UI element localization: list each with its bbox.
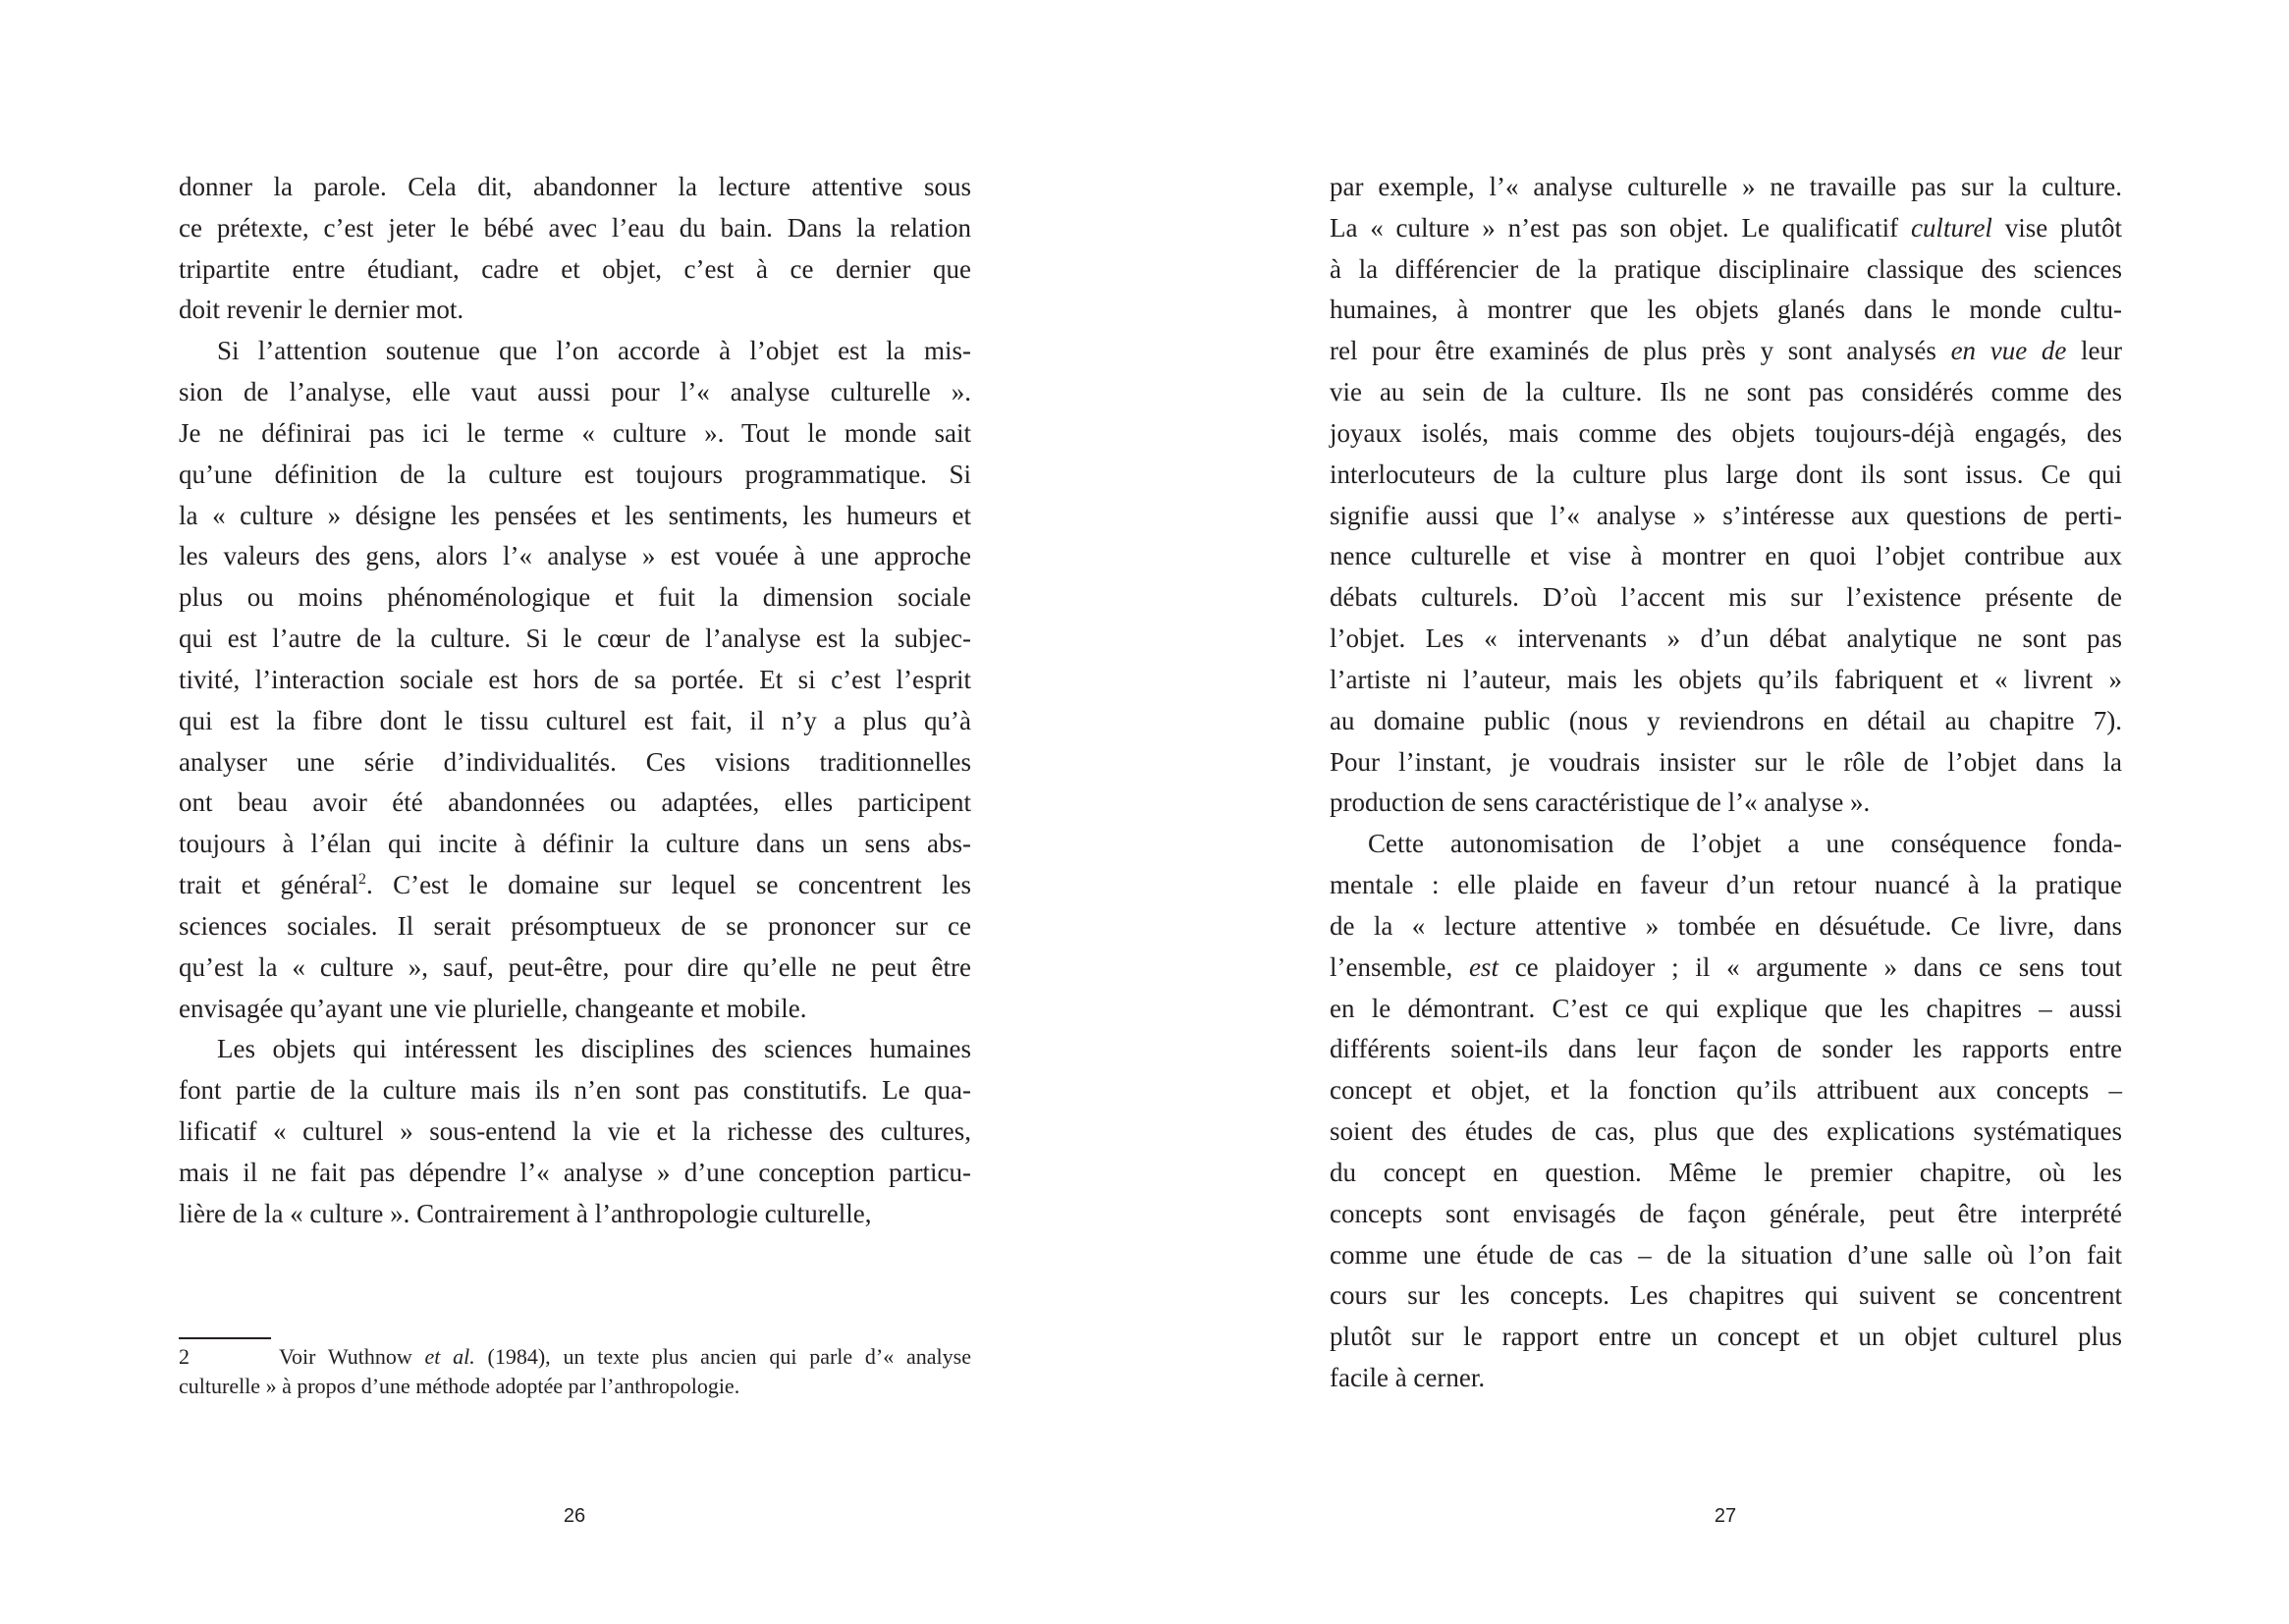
right-page-body-text: [1330, 167, 2122, 1399]
text-run: plutôt sur le rapport entre un concept et un objet culturel plus: [1330, 1322, 2122, 1352]
text-run: facile à cerner.: [1330, 1363, 1486, 1393]
text-line: [179, 413, 971, 455]
footnote-2-line-1: [179, 1342, 971, 1372]
text-run: de la « lecture attentive » tombée en désuétude. Ce livre, dans: [1330, 910, 2122, 941]
text-line: [179, 1029, 971, 1070]
text-line: [1330, 536, 2122, 577]
text-run: font partie de la culture mais ils n’en sont pas constitutifs. Le qua-: [179, 1075, 971, 1106]
text-line: [179, 865, 971, 906]
text-line: [179, 1194, 971, 1235]
text-run: en le démontrant. C’est ce qui explique que les chapitres – aussi: [1330, 993, 2122, 1023]
text-line: [1330, 1194, 2122, 1235]
text-line: [179, 742, 971, 784]
text-run: Les objets qui intéressent les disciplines des sciences humaines: [217, 1034, 971, 1064]
text-run: plus ou moins phénoménologique et fuit la dimension sociale: [179, 582, 971, 613]
text-run: lificatif « culturel » sous-entend la vie et la richesse des cultures,: [179, 1116, 971, 1147]
text-line: [179, 331, 971, 372]
text-run: tripartite entre étudiant, cadre et objet, c’est à ce dernier que: [179, 253, 971, 284]
text-line: [1330, 167, 2122, 208]
text-run: sciences sociales. Il serait présomptueux de se prononcer sur ce: [179, 910, 971, 941]
text-line: [179, 619, 971, 660]
text-run: qui est l’autre de la culture. Si le cœur de l’analyse est la subjec-: [179, 623, 971, 654]
text-line: [179, 1070, 971, 1111]
text-run: ont beau avoir été abandonnées ou adaptées, elles participent: [179, 787, 971, 818]
text-run: mentale : elle plaide en faveur d’un retour nuancé à la pratique: [1330, 870, 2122, 900]
text-run: interlocuteurs de la culture plus large dont ils sont issus. Ce qui: [1330, 459, 2122, 489]
text-run: qu’est la « culture », sauf, peut-être, pour dire qu’elle ne peut être: [179, 951, 971, 982]
text-run: à la différencier de la pratique disciplinaire classique des sciences: [1330, 253, 2122, 284]
footnote-2-line-2: culturelle » à propos d’une méthode adoptée par l’anthropologie.: [179, 1374, 740, 1398]
text-line: [179, 167, 971, 208]
text-line: [1330, 1029, 2122, 1070]
text-line: [179, 208, 971, 249]
text-run: (1984), un texte plus ancien qui parle d’« analyse: [474, 1344, 971, 1369]
text-run: concept et objet, et la fonction qu’ils attribuent aux concepts –: [1330, 1075, 2122, 1106]
text-line: [1330, 865, 2122, 906]
text-run: donner la parole. Cela dit, abandonner la lecture attentive sous: [179, 172, 971, 201]
text-run: l’objet. Les « intervenants » d’un débat analytique ne sont pas: [1330, 623, 2122, 654]
italic-text: et al.: [424, 1344, 475, 1369]
text-run: . C’est le domaine sur lequel se concentrent les: [366, 870, 971, 900]
text-line: [179, 496, 971, 537]
text-line: [179, 783, 971, 824]
text-run: du concept en question. Même le premier chapitre, où les: [1330, 1157, 2122, 1187]
text-run: la « culture » désigne les pensées et les sentiments, les humeurs et: [179, 500, 971, 530]
text-line: [1330, 290, 2122, 331]
text-run: soient des études de cas, plus que des explications systématiques: [1330, 1116, 2122, 1147]
text-run: au domaine public (nous y reviendrons en détail au chapitre 7).: [1330, 705, 2122, 735]
text-run: l’artiste ni l’auteur, mais les objets qu’ils fabriquent et « livrent »: [1330, 664, 2122, 694]
text-run: Si l’attention soutenue que l’on accorde à l’objet est la mis-: [217, 336, 971, 366]
text-line: [179, 1111, 971, 1153]
text-line: [179, 906, 971, 947]
text-line: [1330, 331, 2122, 372]
text-run: La « culture » n’est pas son objet. Le qualificatif: [1330, 212, 1911, 243]
text-run: les valeurs des gens, alors l’« analyse » est vouée à une approche: [179, 541, 971, 571]
text-line: [1330, 1153, 2122, 1194]
text-line: [179, 660, 971, 701]
left-page-body-text: [179, 167, 971, 1235]
text-line: [179, 577, 971, 619]
text-line: [179, 536, 971, 577]
text-line: [1330, 577, 2122, 619]
text-run: concepts sont envisagés de façon générale, peut être interprété: [1330, 1198, 2122, 1228]
text-run: rel pour être examinés de plus près y sont analysés: [1330, 336, 1951, 366]
text-line: [1330, 1317, 2122, 1358]
text-run: Voir Wuthnow: [279, 1344, 425, 1369]
text-line: [1330, 701, 2122, 742]
footnote-number: 2: [179, 1344, 190, 1369]
text-run: l’ensemble,: [1330, 951, 1469, 982]
text-line: [179, 372, 971, 413]
footnote-reference: 2: [358, 871, 367, 889]
text-run: Pour l’instant, je voudrais insister sur le rôle de l’objet dans la: [1330, 746, 2122, 777]
text-run: ce prétexte, c’est jeter le bébé avec l’eau du bain. Dans la relation: [179, 212, 971, 243]
text-run: qui est la fibre dont le tissu culturel est fait, il n’y a plus qu’à: [179, 705, 971, 735]
text-line: [1330, 1235, 2122, 1276]
text-run: trait et général: [179, 870, 359, 900]
text-line: [1330, 824, 2122, 865]
text-run: débats culturels. D’où l’accent mis sur l’existence présente de: [1330, 582, 2122, 613]
text-line: [1330, 1358, 2122, 1399]
text-run: comme une étude de cas – de la situation d’une salle où l’on fait: [1330, 1239, 2122, 1270]
text-line: [1330, 742, 2122, 784]
text-run: qu’une définition de la culture est toujours programmatique. Si: [179, 459, 971, 489]
text-run: ce plaidoyer ; il « argumente » dans ce sens tout: [1498, 951, 2122, 982]
text-run: tivité, l’interaction sociale est hors de sa portée. Et si c’est l’esprit: [179, 664, 971, 694]
text-line: [179, 290, 971, 331]
text-run: lière de la « culture ». Contrairement à l’anthropologie culturelle,: [179, 1198, 872, 1228]
page-number-left: 26: [563, 1505, 586, 1527]
text-run: humaines, à montrer que les objets glanés dans le monde cultu-: [1330, 295, 2122, 325]
text-run: nence culturelle et vise à montrer en quoi l’objet contribue aux: [1330, 541, 2122, 571]
text-run: vie au sein de la culture. Ils ne sont pas considérés comme des: [1330, 377, 2122, 407]
italic-text: est: [1468, 951, 1499, 982]
text-line: [1330, 372, 2122, 413]
text-run: doit revenir le dernier mot.: [179, 295, 464, 325]
text-line: [179, 989, 971, 1030]
italic-text: en vue de: [1950, 336, 2067, 366]
text-line: [179, 947, 971, 989]
text-line: [179, 249, 971, 291]
text-run: production de sens caractéristique de l’« analyse ».: [1330, 787, 1871, 818]
text-run: par exemple, l’« analyse culturelle » ne travaille pas sur la culture.: [1330, 172, 2122, 201]
text-line: [1330, 660, 2122, 701]
text-line: [179, 701, 971, 742]
text-run: mais il ne fait pas dépendre l’« analyse » d’une conception particu-: [179, 1157, 971, 1187]
text-run: Je ne définirai pas ici le terme « culture ». Tout le monde sait: [179, 417, 971, 448]
text-line: [1330, 208, 2122, 249]
text-line: [1330, 1111, 2122, 1153]
text-line: [1330, 619, 2122, 660]
text-run: signifie aussi que l’« analyse » s’intéresse aux questions de perti-: [1330, 500, 2122, 530]
text-run: cours sur les concepts. Les chapitres qui suivent se concentrent: [1330, 1280, 2122, 1311]
text-run: analyser une série d’individualités. Ces visions traditionnelles: [179, 746, 971, 777]
text-line: [1330, 1275, 2122, 1317]
text-line: [179, 455, 971, 496]
text-run: leur: [2066, 336, 2122, 366]
text-line: [1330, 1070, 2122, 1111]
italic-text: culturel: [1910, 212, 1992, 243]
text-line: [1330, 906, 2122, 947]
text-run: différents soient-ils dans leur façon de sonder les rapports entre: [1330, 1034, 2122, 1064]
text-line: [1330, 455, 2122, 496]
text-run: sion de l’analyse, elle vaut aussi pour l’« analyse culturelle ».: [179, 377, 971, 407]
text-line: [1330, 989, 2122, 1030]
text-line: [179, 824, 971, 865]
text-line: [1330, 783, 2122, 824]
text-run: toujours à l’élan qui incite à définir la culture dans un sens abs-: [179, 829, 971, 859]
text-line: [1330, 413, 2122, 455]
text-line: [1330, 496, 2122, 537]
page-number-right: 27: [1714, 1505, 1737, 1527]
text-run: joyaux isolés, mais comme des objets toujours-déjà engagés, des: [1330, 417, 2122, 448]
text-run: envisagée qu’ayant une vie plurielle, changeante et mobile.: [179, 993, 807, 1023]
text-run: vise plutôt: [1991, 212, 2123, 243]
text-line: [179, 1153, 971, 1194]
text-line: [1330, 947, 2122, 989]
text-line: [1330, 249, 2122, 291]
footnote-separator-rule: [179, 1337, 271, 1339]
text-run: Cette autonomisation de l’objet a une conséquence fonda-: [1368, 829, 2122, 859]
